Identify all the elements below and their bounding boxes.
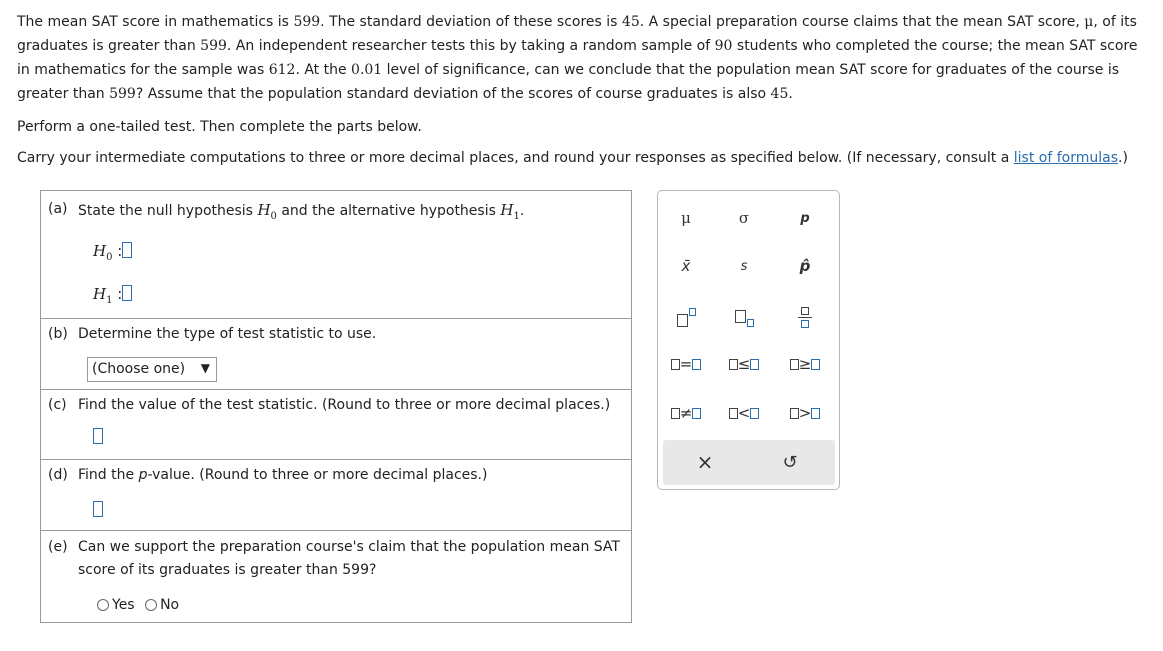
part-e [41,530,631,623]
part-b-prompt: Determine the type of test statistic to use. [78,326,377,342]
intro-text: ? Assume that the population standard deviation of the scores of course graduates is also [135,86,771,102]
instruction-text: Carry your intermediate computations to three or more decimal places, and round your responses as specified below. (If necessary, consult a [17,150,1014,166]
h0-row-label: H [93,242,107,260]
ge-symbol: ≥ [798,355,812,373]
ge-button[interactable] [785,352,825,376]
value-sd: 45 [770,86,789,102]
superscript-icon [675,308,697,328]
box-icon [811,408,820,419]
le-symbol: ≤ [737,355,751,373]
part-e-prompt-line2: score of its graduates is greater than 599? [78,562,377,578]
prompt-text: -value. (Round to three or more decimal places.) [147,467,488,483]
le-button[interactable] [724,352,764,376]
select-value: (Choose one) [92,361,186,377]
intro-text: , of its graduates is greater than [17,14,1137,54]
prompt-text: . [519,203,525,219]
box-icon [692,359,701,370]
part-c-prompt: Find the value of the test statistic. (Round to three or more decimal places.) [78,397,611,413]
xbar-button[interactable]: x̄ [681,257,691,275]
part-a-prompt [78,201,524,222]
problem-statement [17,10,1152,106]
part-c [41,389,631,459]
p-value-input-wrap [93,501,103,519]
value-significance: 0.01 [351,62,383,78]
value-mean: 599 [293,14,321,30]
h1-subscript: 1 [513,210,520,222]
h0-symbol: H [257,201,271,219]
h0-input[interactable] [122,242,132,258]
prompt-text: and the alternative hypothesis [276,203,501,219]
value-sample-mean: 612 [268,62,296,78]
h0-subscript: 0 [270,210,277,222]
equals-symbol: = [679,355,693,373]
fraction-button[interactable] [785,306,825,330]
box-icon [790,408,799,419]
box-icon [811,359,820,370]
h1-row-subscript: 1 [106,295,113,306]
test-statistic-input[interactable] [93,428,103,444]
h0-row [93,242,132,263]
box-icon [671,408,680,419]
box-icon [750,408,759,419]
instruction-rounding [17,150,1128,166]
undo-icon[interactable]: ↺ [782,451,798,473]
part-a [41,191,631,318]
value-sd: 45 [621,14,640,30]
part-a-label: (a) [48,201,68,217]
intro-text: The mean SAT score in mathematics is [17,14,294,30]
box-icon [729,408,738,419]
no-radio[interactable] [145,599,157,611]
no-label: No [160,597,180,613]
box-icon [750,359,759,370]
sigma-button[interactable]: σ [738,209,750,227]
instruction-text: .) [1118,150,1128,166]
lt-button[interactable] [724,401,764,425]
equals-button[interactable] [666,352,706,376]
palette-action-bar [663,440,835,485]
part-c-label: (c) [48,397,67,413]
h0-row-subscript: 0 [106,252,113,263]
s-button[interactable]: s [740,258,748,274]
symbol-palette [657,190,840,490]
intro-text: . An independent researcher tests this by taking a random sample of [226,38,715,54]
intro-text: . [788,86,793,102]
box-icon [790,359,799,370]
h1-row [93,285,132,306]
ne-button[interactable] [666,401,706,425]
no-option[interactable] [145,597,179,613]
dropdown-arrow-icon: ▼ [200,361,210,375]
test-statistic-select[interactable] [87,357,217,382]
p-button[interactable]: p [800,210,810,226]
value-mean: 599 [109,86,136,102]
mu-button[interactable]: μ [681,209,691,227]
part-e-label: (e) [48,539,68,555]
test-statistic-input-wrap [93,428,103,446]
yes-label: Yes [112,597,135,613]
intro-text: . At the [295,62,352,78]
fraction-icon [798,307,812,329]
intro-text: . The standard deviation of these scores is [320,14,622,30]
part-b-label: (b) [48,326,68,342]
superscript-button[interactable] [666,306,706,330]
h1-row-label: H [93,285,107,303]
colon: : [117,242,123,260]
part-d [41,459,631,530]
prompt-text: State the null hypothesis [78,203,258,219]
p-symbol: p [138,467,148,483]
mu-symbol: μ [1084,14,1094,30]
intro-text: level of significance, can we conclude that the population mean SAT score for graduates of the course is greater than [17,62,1120,102]
prompt-text: Find the [78,467,139,483]
yes-radio[interactable] [97,599,109,611]
value-sample-size: 90 [714,38,733,54]
gt-symbol: > [798,404,812,422]
h1-input[interactable] [122,285,132,301]
box-icon [692,408,701,419]
box-icon [671,359,680,370]
ne-symbol: ≠ [679,404,693,422]
part-d-prompt [78,467,487,483]
part-d-label: (d) [48,467,68,483]
gt-button[interactable] [785,401,825,425]
intro-text: students who completed the course; the mean SAT score in mathematics for the sample was [17,38,1138,78]
subscript-button[interactable] [724,306,764,330]
box-icon [729,359,738,370]
clear-icon[interactable]: × [696,450,714,474]
question-panel [40,190,632,623]
h1-symbol: H [500,201,514,219]
colon: : [117,285,123,303]
formulas-link[interactable]: list of formulas [1013,150,1119,166]
intro-text: . A special preparation course claims that the mean SAT score, [639,14,1085,30]
part-e-prompt-line1: Can we support the preparation course's claim that the population mean SAT [78,539,620,555]
p-value-input[interactable] [93,501,103,517]
value-mean: 599 [200,38,227,54]
lt-symbol: < [737,404,751,422]
claim-options [97,597,179,613]
phat-button[interactable]: p̂ [799,257,811,275]
subscript-icon [733,308,755,328]
yes-option[interactable] [97,597,135,613]
instruction-one-tailed: Perform a one-tailed test. Then complete the parts below. [17,119,422,135]
